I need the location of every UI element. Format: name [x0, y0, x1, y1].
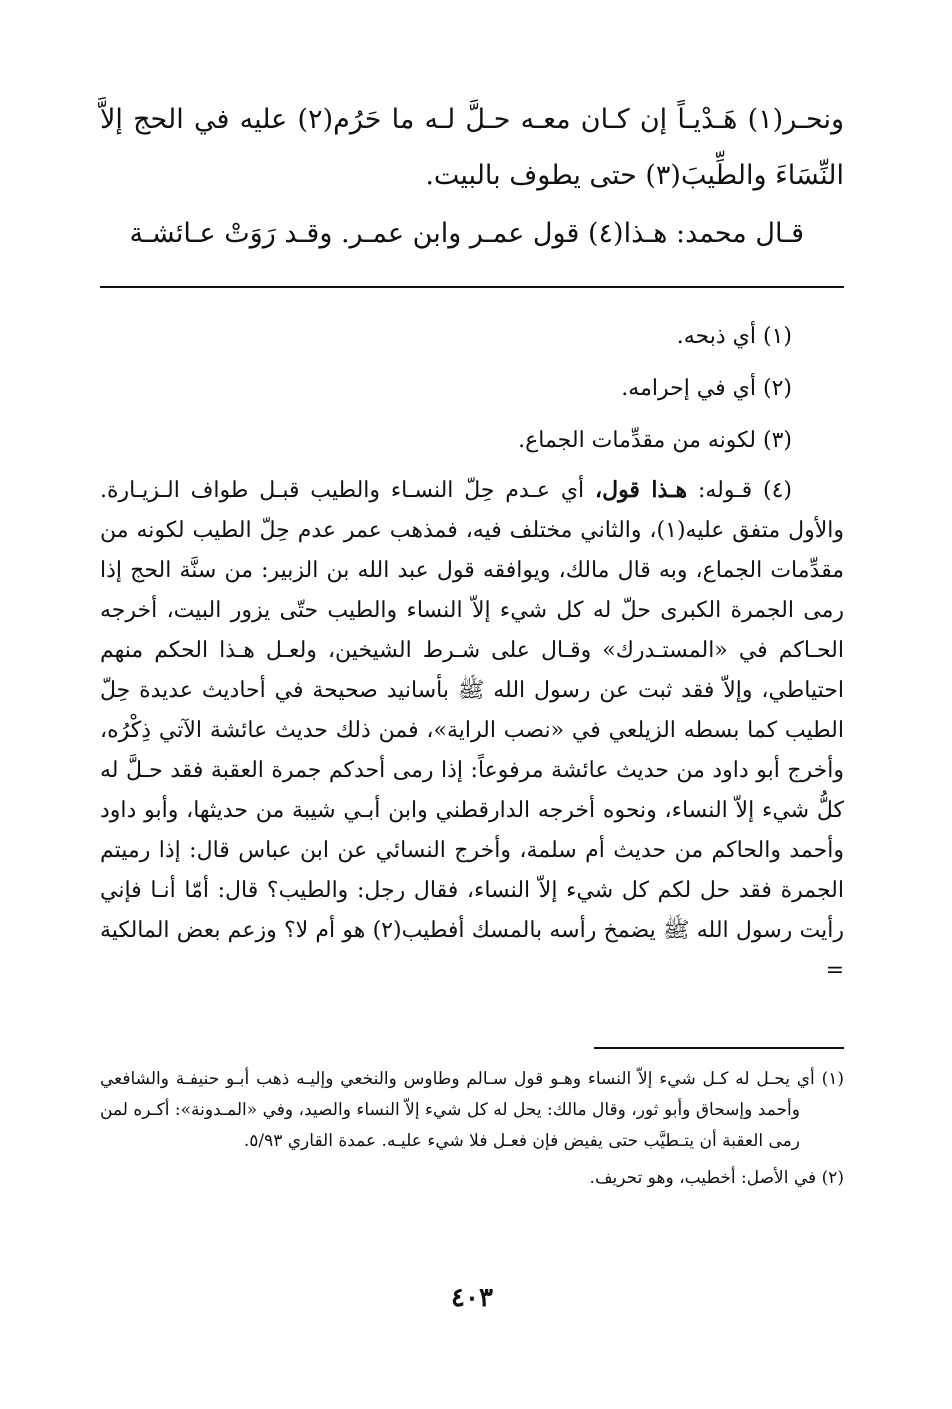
commentary-note: (١) أي ذبحه. — [676, 324, 792, 349]
commentary-note-text: أي عـدم حِلّ النسـاء والطيب قبـل طواف الـزيـارة. والأول متفق عليه(١)، والثاني مختلف فيه، فمذهب عمر عدم حِلّ الطيب لكونه من مقدِّمات الجماع، وبه قال مالك، ويوافقه قول عبد الله بن الزبير: من سنَّة الحج إذا رمى الجمرة الكبرى حلّ له كل شيء إلاّ النساء والطيب حتّى يزور البيت، أخرجه الحـاكم في «المستـدرك» وقـال على شـرط الشيخين، ولعـل هـذا الحكم منهم احتياطي، وإلاّ فقد ثبت عن رسول الله ﷺ بأسانيد صحيحة في أحاديث عديدة حِلّ الطيب كما بسطه الزيلعي في «نصب الراية»، فمن ذلك حديث عائشة الآتي ذِكْرُه، وأخرج أبو داود من حديث عائشة مرفوعاً: إذا رمى أحدكم جمرة العقبة فقد حـلَّ له كلُّ شيء إلاّ النساء، ونحوه أخرجه الدارقطني وابن أبـي شيبة من حديثها، وأبو داود وأحمد والحاكم من حديث أم سلمة، وأخرج النسائي عن ابن عباس قال: إذا رميتم الجمرة فقد حل لكم كل شيء إلاّ النساء، فقال رجل: والطيب؟ قال: أمّا أنـا فإني رأيت رسول الله ﷺ يضمخ رأسه بالمسك أفطيب(٢) هو أم لا؟ وزعم بعض المالكية = — [100, 478, 844, 983]
main-paragraph: ونحـر(١) هَـدْيـاً إن كـان معـه حـلَّ لـه ما حَرُم(٢) عليه في الحج إلاَّ النِّسَاءَ والطِّيبَ(٣) حتى يطوف بالبيت. — [100, 104, 844, 191]
commentary-note-prefix: (٤) قـوله: — [687, 478, 792, 503]
commentary-note-long — [100, 470, 844, 991]
commentary-note-lemma: هـذا قول، — [594, 477, 688, 503]
commentary-note: (٢) أي في إحرامه. — [621, 376, 792, 401]
main-text — [100, 92, 844, 262]
page-number: ٤٠٣ — [451, 1283, 493, 1313]
footnote: (٢) في الأصل: أخطيب، وهو تحريف. — [589, 1168, 844, 1188]
footnotes-section — [100, 1064, 844, 1200]
footnote-divider — [594, 1047, 844, 1049]
main-paragraph: قـال محمد: هـذا(٤) قول عمـر وابن عمـر. وقـد رَوَتْ عـائشـة — [129, 218, 804, 249]
commentary-note: (٣) لكونه من مقدِّمات الجماع. — [518, 428, 792, 453]
commentary-section — [100, 314, 844, 1003]
footnote: (١) أي يحـل له كـل شيء إلاّ النساء وهـو قول سـالم وطاوس والنخعي وإليـه ذهب أبـو حنيفـة والشافعي وأحمد وإسحاق وأبو ثور، وقال مالك: يحل له كل شيء إلاّ النساء والصيد، وفي «المـدونة»: أكـره لمن رمى العقبة أن يتـطيَّب حتى يفيض فإن فعـل فلا شيء عليـه. عمدة القاري ٥/٩٣. — [100, 1069, 844, 1151]
book-page — [100, 0, 844, 1409]
main-text-divider — [100, 286, 844, 288]
